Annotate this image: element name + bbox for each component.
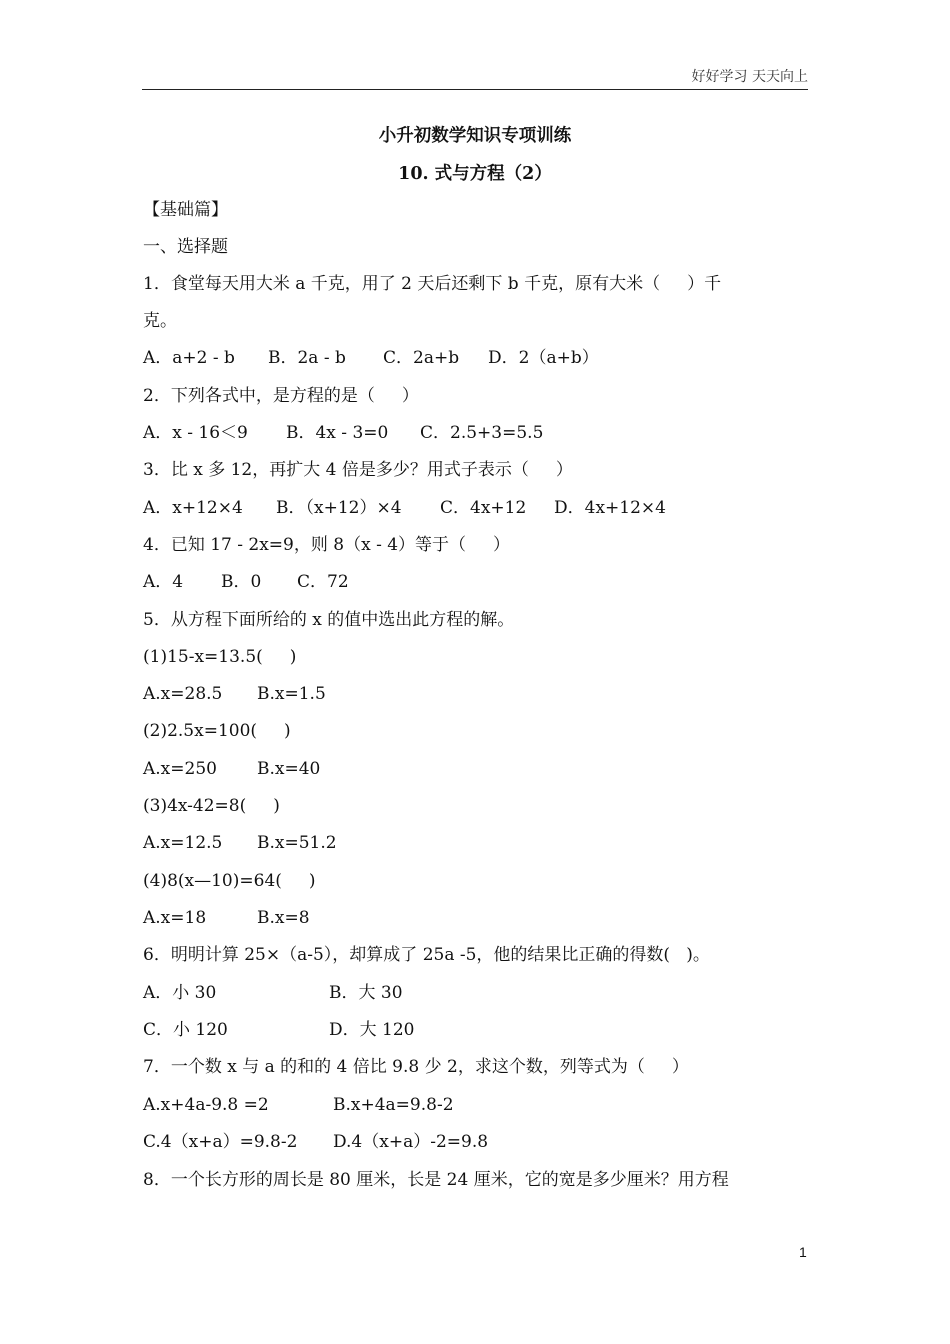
question-5-sub-4: (4)8(x—10)=64( ) bbox=[143, 871, 316, 891]
part-heading: 一、选择题 bbox=[143, 237, 228, 257]
question-4-option-a: A．4 bbox=[143, 572, 184, 592]
question-5-sub-2: (2)2.5x=100( ) bbox=[143, 721, 291, 741]
document-title: 小升初数学知识专项训练 bbox=[378, 126, 572, 146]
question-8-stem: 8．一个长方形的周长是 80 厘米，长是 24 厘米，它的宽是多少厘米？用方程 bbox=[143, 1170, 729, 1190]
question-5-sub-4-option-b: B.x=8 bbox=[257, 908, 310, 928]
question-7-option-c: C.4（x+a）=9.8-2 bbox=[143, 1132, 298, 1152]
question-6-option-d: D．大 120 bbox=[329, 1020, 415, 1040]
question-1-option-c: C．2a+b bbox=[383, 348, 460, 368]
page-number: 1 bbox=[799, 1244, 807, 1260]
question-5-sub-2-option-a: A.x=250 bbox=[143, 759, 217, 779]
question-2-option-a: A．x - 16＜9 bbox=[143, 423, 248, 443]
question-7-stem: 7．一个数 x 与 a 的和的 4 倍比 9.8 少 2，求这个数，列等式为（ ） bbox=[143, 1057, 689, 1077]
question-3-option-b: B．（x+12）×4 bbox=[276, 498, 402, 518]
question-1-stem-cont: 克。 bbox=[143, 311, 177, 331]
question-6-stem: 6．明明计算 25×（a-5），却算成了 25a -5，他的结果比正确的得数( )。 bbox=[143, 945, 710, 965]
question-4-stem: 4．已知 17 - 2x=9，则 8（x - 4）等于（ ） bbox=[143, 535, 511, 555]
question-5-sub-1-option-a: A.x=28.5 bbox=[143, 684, 223, 704]
question-5-sub-1-option-b: B.x=1.5 bbox=[257, 684, 326, 704]
question-1-option-a: A．a+2 - b bbox=[143, 348, 235, 368]
question-6-option-c: C．小 120 bbox=[143, 1020, 228, 1040]
question-3-stem: 3．比 x 多 12，再扩大 4 倍是多少？用式子表示（ ） bbox=[143, 460, 573, 480]
question-7-option-a: A.x+4a-9.8 =2 bbox=[143, 1095, 269, 1115]
question-5-sub-3-option-a: A.x=12.5 bbox=[143, 833, 223, 853]
header-motto: 好好学习 天天向上 bbox=[691, 69, 808, 85]
question-3-option-a: A．x+12×4 bbox=[143, 498, 243, 518]
question-5-sub-3: (3)4x-42=8( ) bbox=[143, 796, 280, 816]
question-1-stem: 1．食堂每天用大米 a 千克，用了 2 天后还剩下 b 千克，原有大米（ ）千 bbox=[143, 274, 722, 294]
question-5-sub-4-option-a: A.x=18 bbox=[143, 908, 207, 928]
question-6-option-b: B．大 30 bbox=[329, 983, 403, 1003]
question-6-option-a: A．小 30 bbox=[143, 983, 217, 1003]
question-3-option-d: D．4x+12×4 bbox=[554, 498, 666, 518]
header-divider bbox=[142, 89, 808, 90]
question-3-option-c: C．4x+12 bbox=[440, 498, 527, 518]
question-1-option-d: D．2（a+b） bbox=[488, 348, 599, 368]
question-2-stem: 2．下列各式中，是方程的是（ ） bbox=[143, 386, 419, 406]
question-1-option-b: B．2a - b bbox=[268, 348, 346, 368]
question-5-sub-2-option-b: B.x=40 bbox=[257, 759, 321, 779]
question-4-option-c: C．72 bbox=[297, 572, 349, 592]
question-2-option-c: C．2.5+3=5.5 bbox=[420, 423, 544, 443]
question-5-stem: 5．从方程下面所给的 x 的值中选出此方程的解。 bbox=[143, 610, 515, 630]
document-subtitle: 10. 式与方程（2） bbox=[398, 164, 552, 184]
question-7-option-d: D.4（x+a）-2=9.8 bbox=[333, 1132, 489, 1152]
question-7-option-b: B.x+4a=9.8-2 bbox=[333, 1095, 454, 1115]
question-4-option-b: B．0 bbox=[221, 572, 262, 592]
question-2-option-b: B．4x - 3=0 bbox=[286, 423, 389, 443]
section-heading: 【基础篇】 bbox=[143, 200, 228, 220]
question-5-sub-1: (1)15-x=13.5( ) bbox=[143, 647, 297, 667]
question-5-sub-3-option-b: B.x=51.2 bbox=[257, 833, 337, 853]
